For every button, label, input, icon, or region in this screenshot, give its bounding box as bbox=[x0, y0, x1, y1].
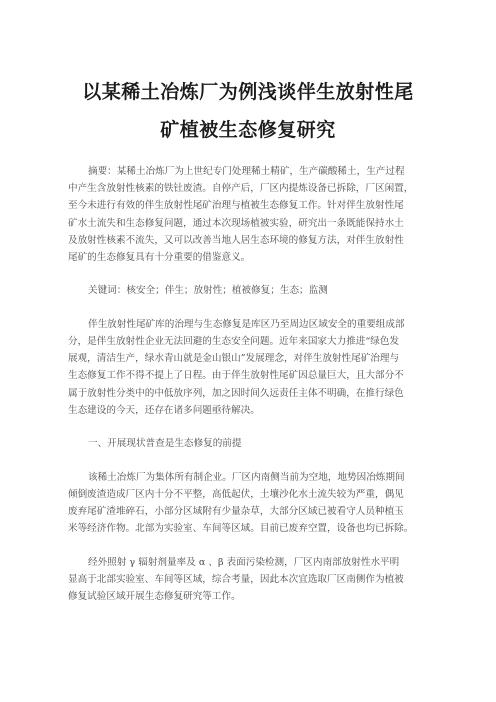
intro-line: 伴生放射性尾矿库的治理与生态修复是库区乃至周边区域安全的重要组成部 bbox=[88, 319, 405, 330]
abstract-line: 至今未进行有效的伴生放射性尾矿治理与植被生态修复工作。针对伴生放射性尾 bbox=[68, 200, 404, 211]
abstract-line: 尾矿的生态修复具有十分重要的借鉴意义。 bbox=[68, 252, 251, 263]
section-paragraph-line: 倾倒废渣造成厂区内十分不平整，高低起伏，土壤沙化水土流失较为严重，偶见 bbox=[68, 489, 404, 500]
section-paragraph-line: 修复试验区域开展生态修复研究等工作。 bbox=[68, 591, 241, 602]
abstract-line: 中产生含放射性核素的铁钍废渣。自停产后，厂区内提炼设备已拆除，厂区闲置， bbox=[68, 183, 414, 194]
section-heading: 一、开展现状普查是生态修复的前提 bbox=[88, 438, 242, 449]
abstract-line: 摘要：某稀土冶炼厂为上世纪专门处理稀土精矿，生产碳酸稀土，生产过程 bbox=[88, 166, 405, 177]
section-paragraph-line: 经外照射 γ 辐射剂量率及 α 、β 表面污染检测，厂区内南部放射性水平明 bbox=[88, 557, 400, 568]
section-paragraph-line: 米等经济作物。北部为实验室、车间等区域。目前已废弃空置，设备也均已拆除。 bbox=[68, 523, 414, 534]
abstract-line: 及放射性核素不流失，又可以改善当地人居生态环境的修复方法，对伴生放射性 bbox=[68, 235, 404, 246]
intro-line: 展观，清洁生产，绿水青山就是金山银山”发展理念，对伴生放射性尾矿治理与 bbox=[68, 353, 400, 364]
intro-line: 属于放射性分类中的中低放序列，加之因时间久远责任主体不明确，在推行绿色 bbox=[68, 388, 404, 399]
document-title-line-1: 以某稀土冶炼厂为例浅谈伴生放射性尾 bbox=[82, 81, 414, 103]
document-title-line-2: 矿植被生态修复研究 bbox=[160, 119, 336, 141]
section-paragraph-line: 显高于北部实验室、车间等区域，综合考量，因此本次宜选取厂区南侧作为植被 bbox=[68, 574, 404, 585]
keywords-line: 关键词：核安全；伴生；放射性；植被修复；生态；监测 bbox=[88, 285, 328, 296]
intro-line: 分，是伴生放射性企业无法回避的生态安全问题。近年来国家大力推进“绿色发 bbox=[68, 336, 400, 347]
section-paragraph-line: 该稀土冶炼厂为集体所有制企业。厂区内南侧当前为空地，地势因冶炼期间 bbox=[88, 472, 405, 483]
section-paragraph-line: 废弃尾矿渣堆碎石，小部分区域附有少量杂草，大部分区域已被看守人员种植玉 bbox=[68, 506, 404, 517]
intro-line: 生态建设的今天，还存在诸多问题亟待解决。 bbox=[68, 405, 260, 416]
intro-line: 生态修复工作不得不提上了日程。由于伴生放射性尾矿因总量巨大，且大部分不 bbox=[68, 370, 404, 381]
abstract-line: 矿水土流失和生态修复问题，通过本次现场植被实验，研究出一条既能保持水土 bbox=[68, 218, 404, 229]
